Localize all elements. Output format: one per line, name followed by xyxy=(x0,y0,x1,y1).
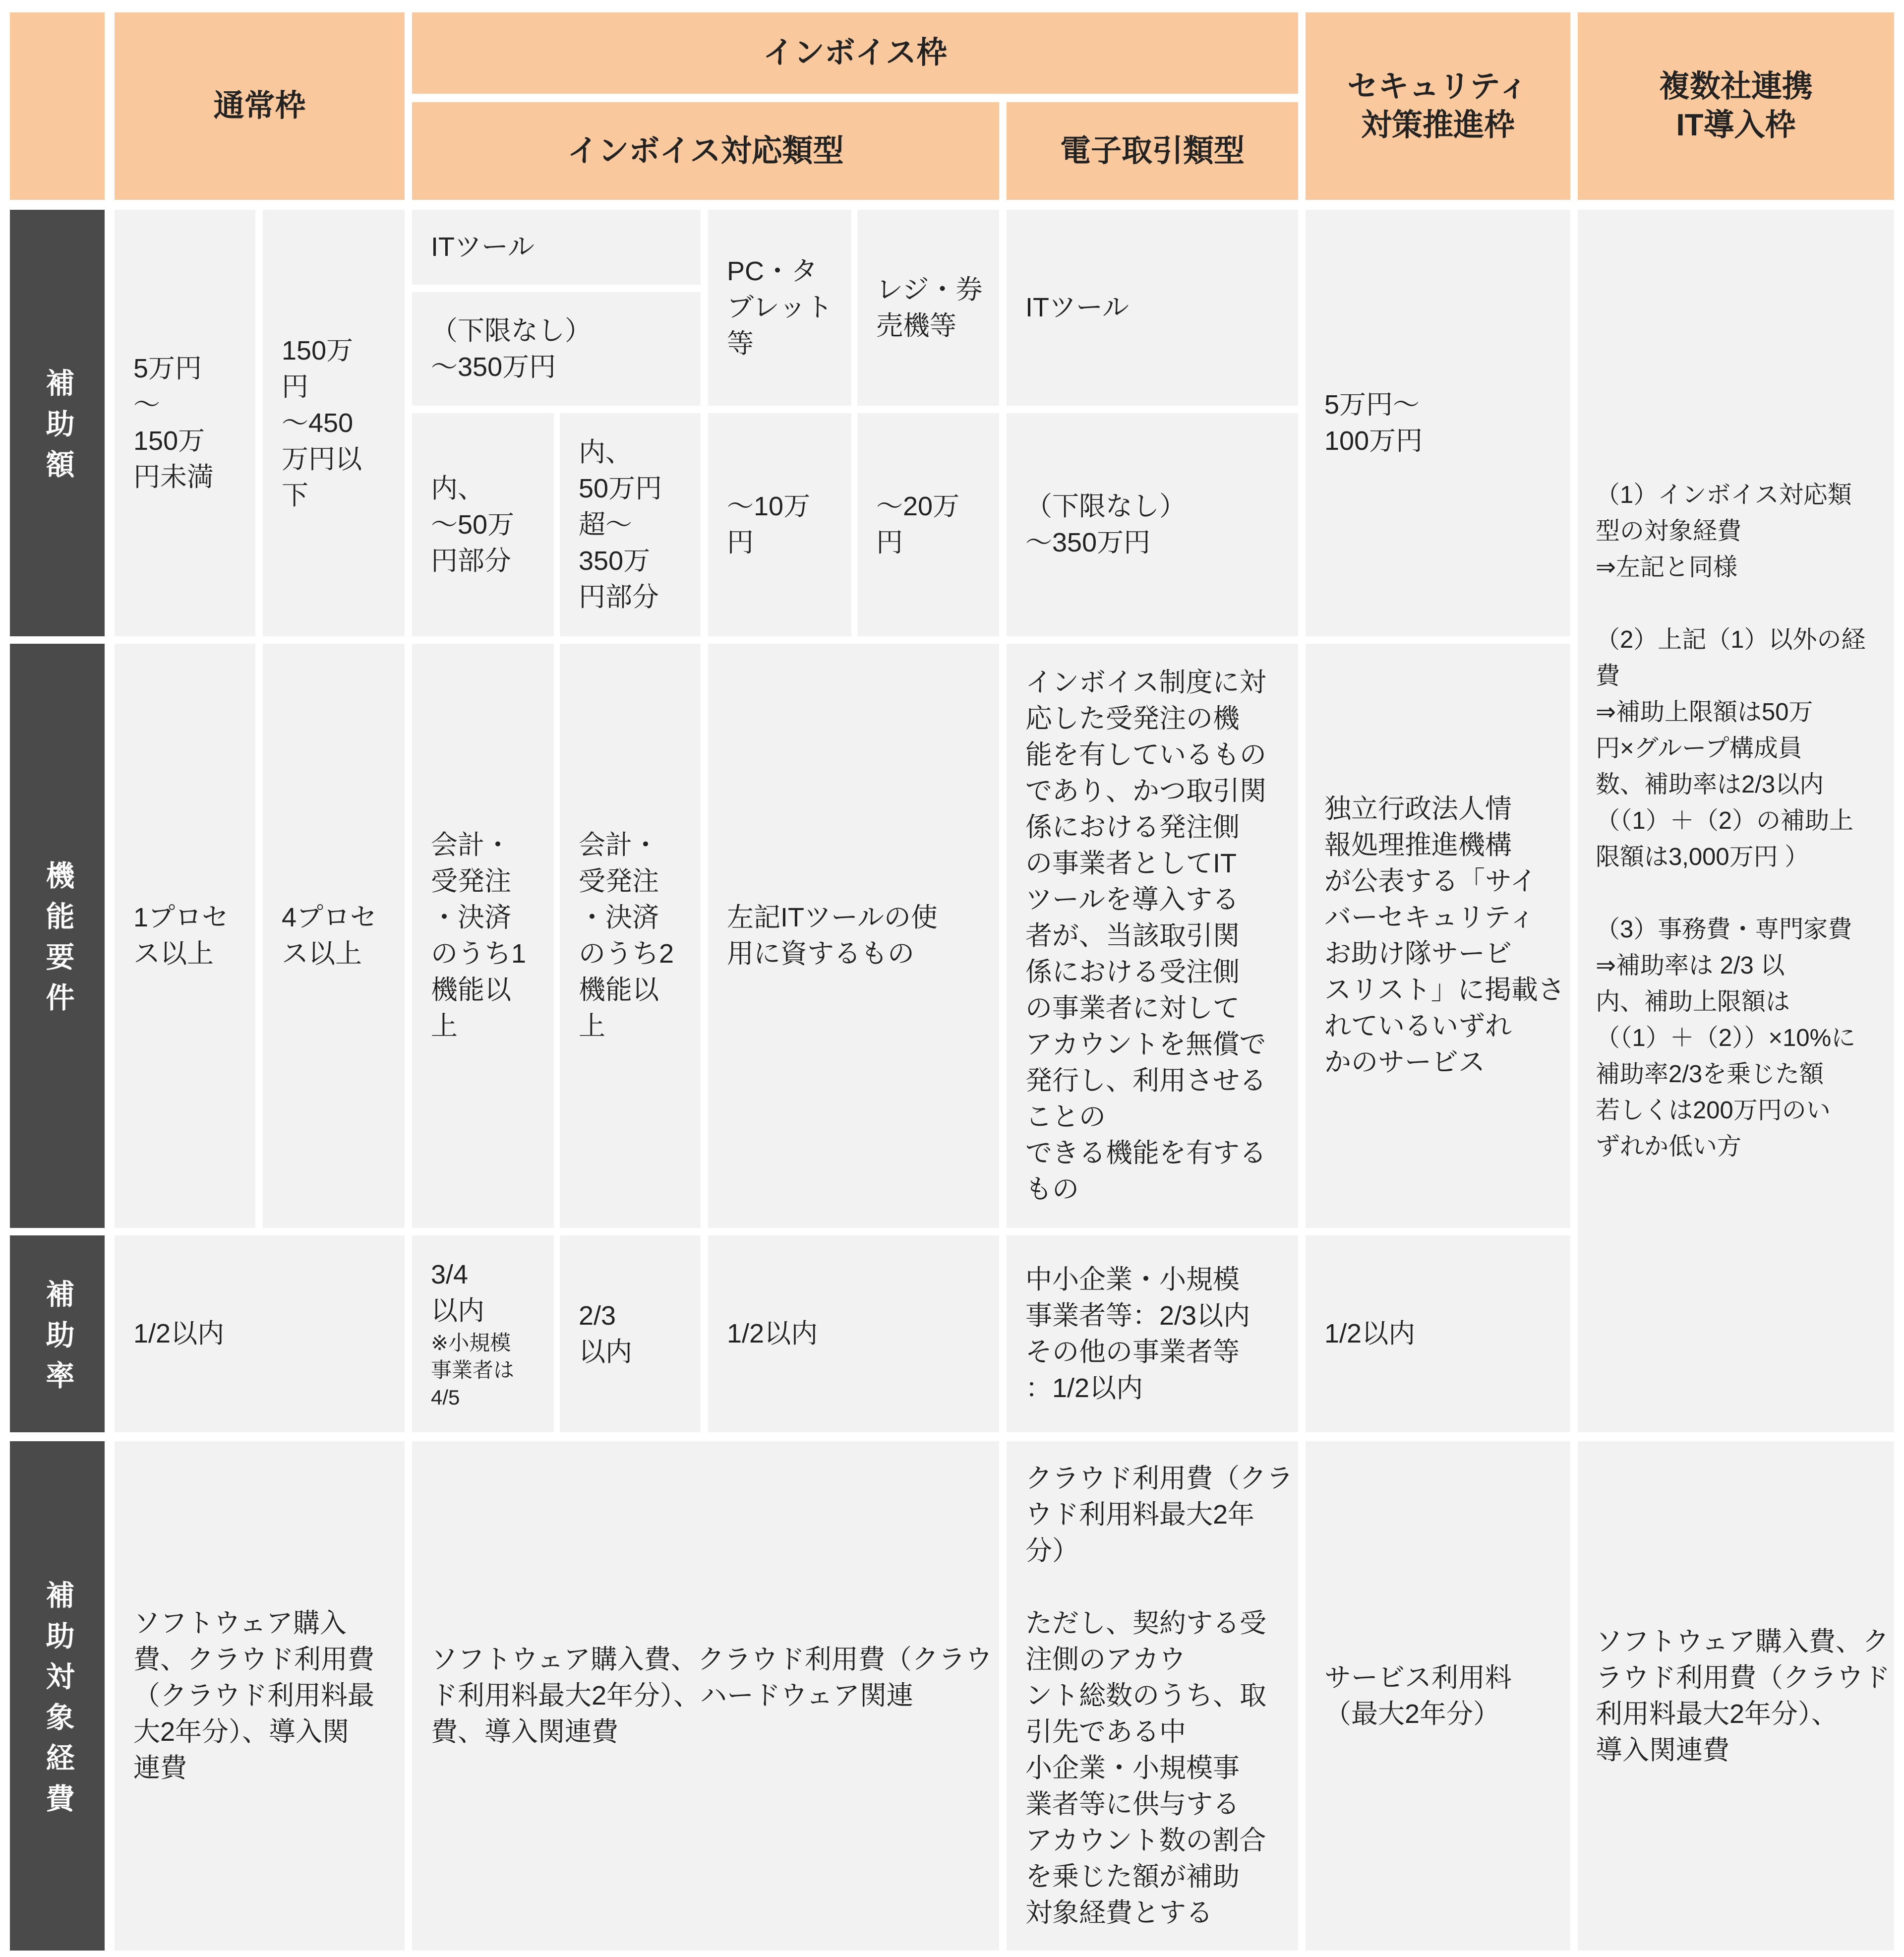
amount-denshi-it-tool-text: ITツール xyxy=(1025,293,1129,322)
amount-denshi-it-tool xyxy=(1007,210,1298,406)
amount-invoice-part2-text: 内、 50万円 超〜 350万 円部分 xyxy=(579,437,662,612)
rate-invoice-a xyxy=(412,1235,554,1432)
cost-tsujo xyxy=(115,1441,405,1951)
header-tsujo-waku-label: 通常枠 xyxy=(213,89,306,123)
function-invoice-a xyxy=(412,644,554,1228)
function-tsujo-b xyxy=(263,644,405,1228)
amount-invoice-it-tool xyxy=(412,210,701,285)
rate-invoice-a-note: ※小規模 事業者は 4/5 xyxy=(431,1331,515,1409)
rate-denshi-text: 中小企業・小規模 事業者等：2/3以内 その他の事業者等 ：1/2以内 xyxy=(1025,1264,1250,1403)
amount-pc-tablet-text: PC・タ ブレット 等 xyxy=(727,256,833,359)
rate-security-text: 1/2以内 xyxy=(1324,1319,1416,1348)
row-header-amount-label: 補助額 xyxy=(41,368,74,490)
function-hardware xyxy=(708,644,999,1228)
header-corner xyxy=(10,12,105,200)
amount-denshi-range xyxy=(1007,413,1298,636)
function-tsujo-b-text: 4プロセ ス以上 xyxy=(282,903,377,969)
function-invoice-b xyxy=(560,644,701,1228)
header-invoice-waku xyxy=(412,12,1298,94)
amount-invoice-part1 xyxy=(412,413,554,636)
cost-security xyxy=(1306,1441,1570,1951)
amount-register-value-text: 〜20万 円 xyxy=(876,491,960,557)
rate-hardware xyxy=(708,1235,999,1432)
header-invoice-waku-label: インボイス枠 xyxy=(763,36,948,70)
amount-denshi-range-text: （下限なし） 〜350万円 xyxy=(1025,491,1186,557)
header-multi-company-waku xyxy=(1578,12,1894,200)
amount-tsujo-b xyxy=(263,210,405,636)
row-header-function xyxy=(10,644,105,1228)
function-tsujo-a-text: 1プロセ ス以上 xyxy=(133,903,229,969)
header-multi-company-waku-label: 複数社連携 IT導入枠 xyxy=(1659,69,1813,142)
header-invoice-type-label: インボイス対応類型 xyxy=(567,133,844,168)
header-denshi-type-label: 電子取引類型 xyxy=(1060,133,1245,168)
header-denshi-type xyxy=(1007,102,1298,200)
function-denshi xyxy=(1007,644,1298,1228)
amount-security-text: 5万円〜 100万円 xyxy=(1324,390,1423,456)
header-tsujo-waku xyxy=(115,12,405,200)
amount-invoice-it-range-text: （下限なし） 〜350万円 xyxy=(431,315,592,382)
amount-security xyxy=(1306,210,1570,636)
function-security-text: 独立行政法人情 報処理推進機構 が公表する「サイ バーセキュリティ お助け隊サービ スリスト」に掲載さ れているいずれ かのサービス xyxy=(1324,794,1565,1077)
rate-tsujo xyxy=(115,1235,405,1432)
multi-company-detail xyxy=(1578,210,1894,1432)
cost-security-text: サービス利用料 （最大2年分） xyxy=(1324,1662,1512,1729)
cost-tsujo-text: ソフトウェア購入 費、クラウド利用費 （クラウド利用料最 大2年分）、導入関 連費 xyxy=(133,1608,374,1783)
multi-company-detail-text: （1）インボイス対応類 型の対象経費 ⇒左記と同様 （2）上記（1）以外の経 費 ⇒補助上限額は50万 円×グループ構成員 数、補助率は2/3以内 （（1）＋（2）の補助上 限額は3,000万円 ） （3）事務費・専門家費 ⇒補助率は 2/3 以 内、補助上限額は （（1）＋（2））×10%に 補助率2/3を乗じた額 若しくは200万円のい ずれか低い方 xyxy=(1596,482,1866,1160)
row-header-cost xyxy=(10,1441,105,1951)
rate-hardware-text: 1/2以内 xyxy=(727,1319,818,1348)
amount-register-text: レジ・券 売機等 xyxy=(876,274,983,341)
amount-tsujo-a-text: 5万円 〜 150万 円未満 xyxy=(133,354,214,492)
cost-multi-company xyxy=(1578,1441,1894,1951)
row-header-function-label: 機能要件 xyxy=(41,860,74,1023)
row-header-rate xyxy=(10,1235,105,1432)
amount-pc-tablet-value xyxy=(708,413,851,636)
amount-register-value xyxy=(857,413,999,636)
amount-tsujo-b-text: 150万 円 〜450 万円以 下 xyxy=(282,335,362,510)
amount-pc-tablet xyxy=(708,210,851,406)
function-tsujo-a xyxy=(115,644,255,1228)
amount-invoice-part1-text: 内、 〜50万 円部分 xyxy=(431,473,515,576)
cost-denshi-text: クラウド利用費（クラ ウド利用料最大2年 分） ただし、契約する受 注側のアカウ ント総数のうち、取 引先である中 小企業・小規模事 業者等に供与する アカウント数の割合 を乗じた額が補助 対象経費とする xyxy=(1025,1464,1293,1928)
row-header-cost-label: 補助対象経費 xyxy=(41,1580,74,1824)
cost-denshi xyxy=(1007,1441,1298,1951)
function-invoice-a-text: 会計・ 受発注 ・決済 のうち1 機能以 上 xyxy=(431,830,527,1041)
function-invoice-b-text: 会計・ 受発注 ・決済 のうち2 機能以 上 xyxy=(579,830,674,1041)
amount-invoice-part2 xyxy=(560,413,701,636)
rate-invoice-a-stack xyxy=(431,1257,514,1411)
amount-invoice-it-range xyxy=(412,292,701,406)
header-invoice-type xyxy=(412,102,999,200)
rate-invoice-b-text: 2/3 以内 xyxy=(579,1300,632,1367)
rate-invoice-a-text: 3/4 以内 xyxy=(431,1260,484,1326)
amount-register xyxy=(857,210,999,406)
row-header-rate-label: 補助率 xyxy=(41,1279,74,1401)
header-security-waku xyxy=(1306,12,1570,200)
cost-invoice-text: ソフトウェア購入費、クラウド利用費（クラウ ド利用料最大2年分）、ハードウェア関連 費、導入関連費 xyxy=(431,1645,992,1747)
cost-invoice xyxy=(412,1441,999,1951)
header-security-waku-label: セキュリティ 対策推進枠 xyxy=(1347,69,1529,142)
row-header-amount xyxy=(10,210,105,636)
function-hardware-text: 左記ITツールの使 用に資するもの xyxy=(727,903,938,969)
function-denshi-text: インボイス制度に対 応した受発注の機 能を有しているもの であり、かつ取引関 係における発注側 の事業者としてIT ツールを導入する 者が、当該取引関 係における受注側 の事業者に対して アカウントを無償で 発行し、利用させる ことの できる機能を有する もの xyxy=(1025,667,1266,1204)
amount-tsujo-a xyxy=(115,210,255,636)
function-security xyxy=(1306,644,1570,1228)
cost-multi-company-text: ソフトウェア購入費、ク ラウド利用費（クラウド 利用料最大2年分）、 導入関連費 xyxy=(1596,1626,1890,1765)
rate-denshi xyxy=(1007,1235,1298,1432)
amount-invoice-it-tool-text: ITツール xyxy=(431,232,535,262)
rate-security xyxy=(1306,1235,1570,1432)
amount-pc-tablet-value-text: 〜10万 円 xyxy=(727,491,811,557)
rate-invoice-b xyxy=(560,1235,701,1432)
rate-tsujo-text: 1/2以内 xyxy=(133,1319,225,1348)
